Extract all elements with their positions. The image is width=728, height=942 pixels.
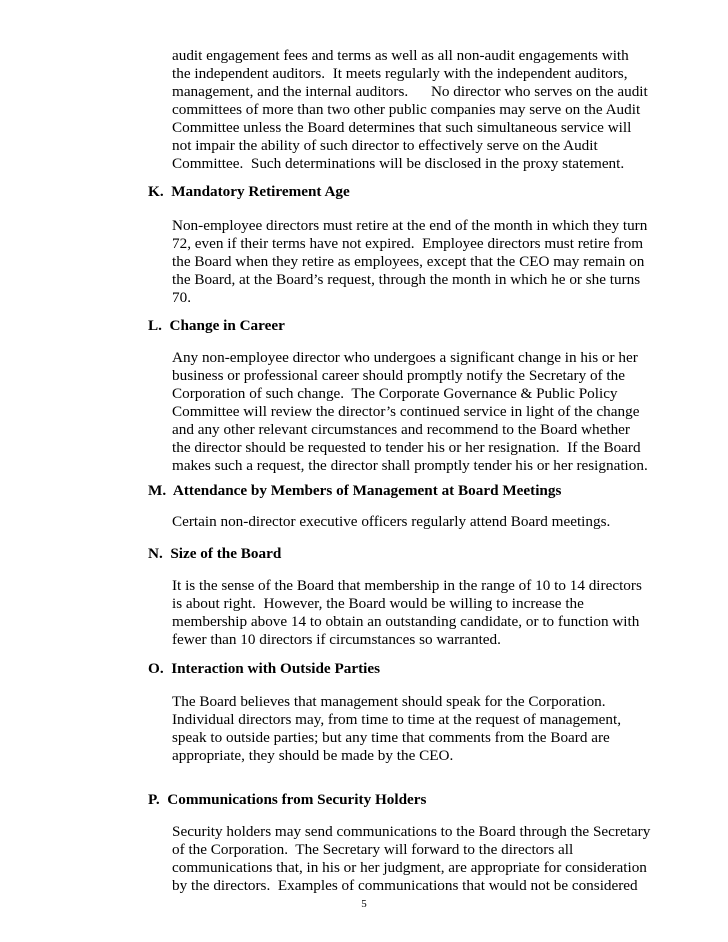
paragraph-line: Non-employee directors must retire at the end of the month in which they turn bbox=[172, 217, 648, 234]
paragraph-line: Certain non-director executive officers regularly attend Board meetings. bbox=[172, 513, 611, 530]
paragraph-line: and any other relevant circumstances and recommend to the Board whether bbox=[172, 421, 630, 438]
paragraph-line: the independent auditors. It meets regularly with the independent auditors, bbox=[172, 65, 628, 82]
paragraph-line: the Board when they retire as employees, except that the CEO may remain on bbox=[172, 253, 645, 270]
paragraph-line: business or professional career should promptly notify the Secretary of the bbox=[172, 367, 625, 384]
paragraph-line: Any non-employee director who undergoes a significant change in his or her bbox=[172, 349, 638, 366]
paragraph-line: fewer than 10 directors if circumstances so warranted. bbox=[172, 631, 501, 648]
paragraph-line: 72, even if their terms have not expired. Employee directors must retire from bbox=[172, 235, 644, 252]
section-heading: K. Mandatory Retirement Age bbox=[148, 183, 350, 200]
paragraph-line: Corporation of such change. The Corporate Governance & Public Policy bbox=[172, 385, 618, 402]
paragraph-line: speak to outside parties; but any time that comments from the Board are bbox=[172, 729, 610, 746]
paragraph-line: management, and the internal auditors. No director who serves on the audit bbox=[172, 83, 648, 100]
paragraph-line: Security holders may send communications to the Board through the Secretary bbox=[172, 823, 651, 840]
paragraph-line: The Board believes that management should speak for the Corporation. bbox=[172, 693, 606, 710]
section-heading: N. Size of the Board bbox=[148, 545, 282, 562]
paragraph-line: Committee unless the Board determines that such simultaneous service will bbox=[172, 119, 632, 136]
section-heading: L. Change in Career bbox=[148, 317, 285, 334]
paragraph-line: It is the sense of the Board that membership in the range of 10 to 14 directors bbox=[172, 577, 642, 594]
paragraph-line: Committee will review the director’s continued service in light of the change bbox=[172, 403, 640, 420]
section-heading: O. Interaction with Outside Parties bbox=[148, 660, 381, 677]
paragraph-line: Individual directors may, from time to time at the request of management, bbox=[172, 711, 622, 728]
paragraph-line: appropriate, they should be made by the CEO. bbox=[172, 747, 454, 764]
paragraph-line: audit engagement fees and terms as well as all non-audit engagements with bbox=[172, 47, 629, 64]
paragraph-line: 70. bbox=[172, 289, 191, 306]
paragraph-line: makes such a request, the director shall promptly tender his or her resignation. bbox=[172, 457, 648, 474]
page-number: 5 bbox=[361, 898, 367, 910]
paragraph-line: the Board, at the Board’s request, through the month in which he or she turns bbox=[172, 271, 641, 288]
paragraph-line: by the directors. Examples of communications that would not be considered bbox=[172, 877, 638, 894]
section-heading: P. Communications from Security Holders bbox=[148, 791, 427, 808]
paragraph-line: the director should be requested to tender his or her resignation. If the Board bbox=[172, 439, 641, 456]
paragraph-line: of the Corporation. The Secretary will forward to the directors all bbox=[172, 841, 574, 858]
paragraph-line: Committee. Such determinations will be disclosed in the proxy statement. bbox=[172, 155, 625, 172]
paragraph-line: communications that, in his or her judgment, are appropriate for consideration bbox=[172, 859, 647, 876]
paragraph-line: is about right. However, the Board would be willing to increase the bbox=[172, 595, 584, 612]
paragraph-line: committees of more than two other public companies may serve on the Audit bbox=[172, 101, 641, 118]
paragraph-line: not impair the ability of such director to effectively serve on the Audit bbox=[172, 137, 598, 154]
paragraph-line: membership above 14 to obtain an outstanding candidate, or to function with bbox=[172, 613, 640, 630]
section-heading: M. Attendance by Members of Management at Board Meetings bbox=[148, 482, 562, 499]
